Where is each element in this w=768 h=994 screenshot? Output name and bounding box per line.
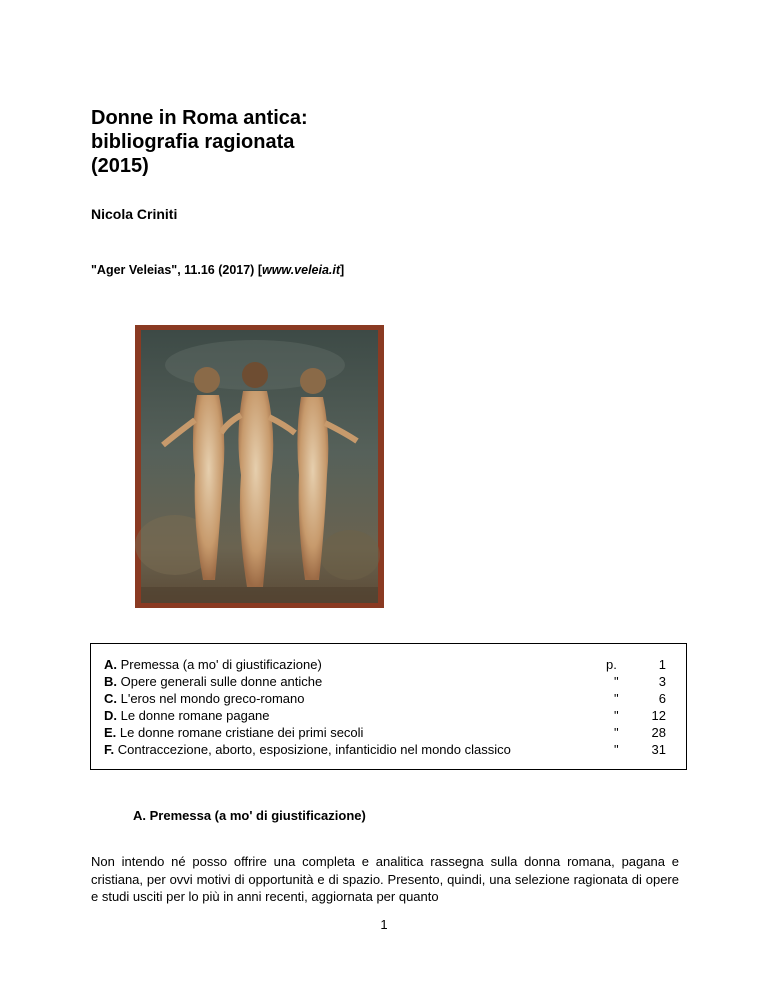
toc-entry[interactable] bbox=[104, 656, 666, 673]
toc-ditto-mark: " bbox=[614, 674, 619, 689]
page-number: 1 bbox=[380, 917, 388, 932]
toc-page-number: 31 bbox=[651, 742, 666, 757]
toc-ditto-mark: " bbox=[614, 708, 619, 723]
section-heading: A. Premessa (a mo' di giustificazione) bbox=[133, 808, 366, 823]
toc-letter: B. bbox=[104, 674, 117, 689]
title-line-3: (2015) bbox=[91, 155, 149, 177]
toc-page-number: 28 bbox=[651, 725, 666, 740]
toc-entry[interactable] bbox=[104, 724, 666, 741]
toc-letter: A. bbox=[104, 657, 117, 672]
toc-letter: E. bbox=[104, 725, 117, 740]
toc-entry[interactable] bbox=[104, 741, 666, 758]
citation-url[interactable]: www.veleia.it bbox=[261, 263, 341, 277]
toc-title: Opere generali sulle donne antiche bbox=[117, 674, 323, 689]
toc-ditto-mark: " bbox=[614, 742, 619, 757]
toc-letter: F. bbox=[104, 742, 115, 757]
toc-letter: D. bbox=[104, 708, 117, 723]
title-line-1: Donne in Roma antica: bbox=[91, 107, 308, 129]
toc-page-label: p. bbox=[606, 657, 617, 672]
toc-entry[interactable] bbox=[104, 673, 666, 690]
toc-page-number: 6 bbox=[658, 691, 666, 706]
citation bbox=[91, 263, 344, 277]
toc-ditto-mark: " bbox=[614, 691, 619, 706]
toc-title: Le donne romane cristiane dei primi secoli bbox=[116, 725, 364, 740]
toc-title: Le donne romane pagane bbox=[117, 708, 270, 723]
toc-entry[interactable] bbox=[104, 690, 666, 707]
toc-ditto-mark: " bbox=[614, 725, 619, 740]
toc-letter: C. bbox=[104, 691, 117, 706]
citation-prefix: "Ager Veleias", 11.16 (2017) [ bbox=[91, 263, 262, 277]
three-graces-fresco-image bbox=[135, 325, 384, 608]
toc-title: Contraccezione, aborto, esposizione, infanticidio nel mondo classico bbox=[114, 742, 511, 757]
toc-title: Premessa (a mo' di giustificazione) bbox=[117, 657, 322, 672]
toc-page-number: 12 bbox=[651, 708, 666, 723]
citation-suffix: ] bbox=[340, 263, 345, 277]
table-of-contents bbox=[90, 643, 687, 770]
toc-page-number: 3 bbox=[658, 674, 666, 689]
body-paragraph: Non intendo né posso offrire una completa e analitica rassegna sulla donna romana, pagana e cristiana, per ovvi motivi di opportunità e di spazio. Presento, quindi, una selezione ragionata di opere e studi usciti per lo più in anni recenti, aggiornata per quanto bbox=[91, 854, 679, 904]
title-line-2: bibliografia ragionata bbox=[91, 131, 295, 153]
toc-page-number: 1 bbox=[658, 657, 666, 672]
toc-title: L'eros nel mondo greco-romano bbox=[117, 691, 305, 706]
document-title bbox=[91, 106, 308, 178]
author-name: Nicola Criniti bbox=[91, 206, 178, 222]
toc-entry[interactable] bbox=[104, 707, 666, 724]
